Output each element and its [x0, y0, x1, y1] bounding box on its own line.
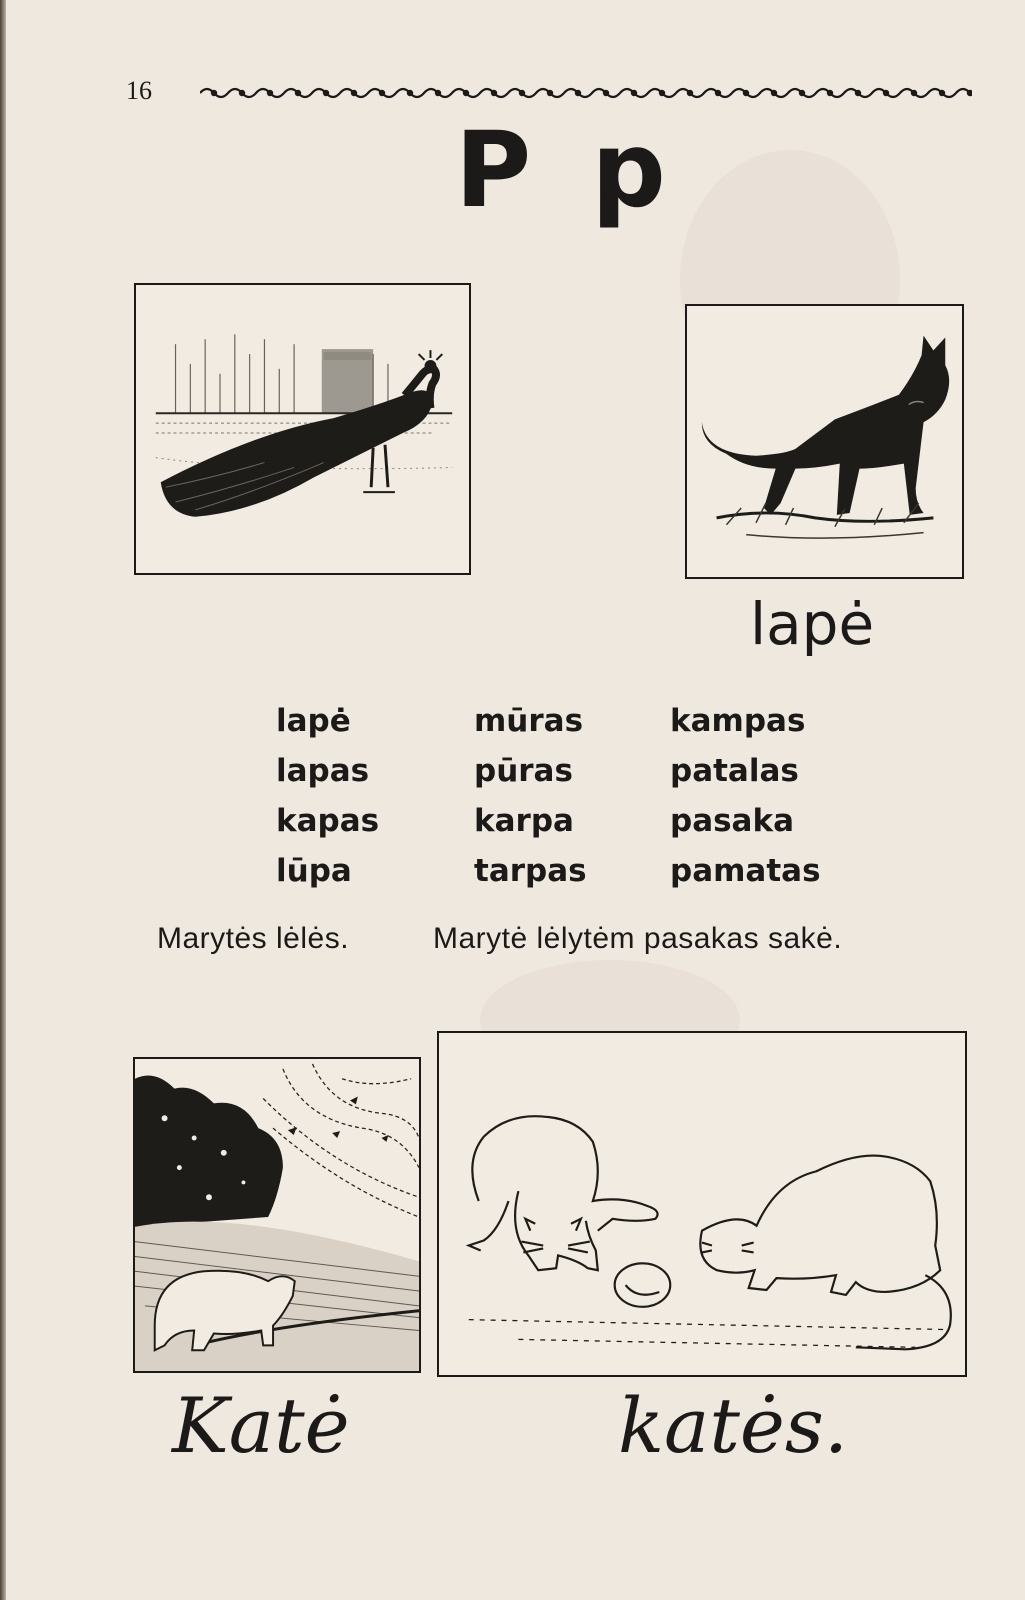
ornament-dot: [715, 90, 721, 96]
ornament-dot: [631, 90, 637, 96]
ornament-dot: [463, 90, 469, 96]
word: pasaka: [670, 803, 795, 839]
ornament-dot: [239, 90, 245, 96]
ornament-dot: [407, 90, 413, 96]
ornament-dot: [603, 90, 609, 96]
fox-illustration: [685, 304, 964, 579]
sentence-1: Marytės lėlės.: [157, 922, 350, 955]
word: pamatas: [670, 853, 821, 889]
sentence-2: Marytė lėlytėm pasakas sakė.: [433, 922, 843, 955]
ornament-dot: [519, 90, 525, 96]
ornament-dot: [435, 90, 441, 96]
word: kapas: [276, 803, 380, 839]
page-title: P p: [455, 109, 678, 231]
word-column-2: [474, 696, 587, 896]
word: karpa: [474, 803, 574, 839]
ornament-dot: [379, 90, 385, 96]
word-column-1: [276, 696, 379, 896]
word: lapė: [276, 703, 351, 739]
ornament-dot: [883, 90, 889, 96]
ornament-dot: [351, 90, 357, 96]
ornament-dot: [855, 90, 861, 96]
fox-caption: lapė: [750, 590, 875, 658]
word: tarpas: [474, 853, 587, 889]
ornament-dot: [267, 90, 273, 96]
ornament-dot: [799, 90, 805, 96]
word: lūpa: [276, 853, 352, 889]
ornament-dot: [211, 90, 217, 96]
ornament-dot: [323, 90, 329, 96]
ornament-border: [200, 84, 972, 102]
ornament-dot: [743, 90, 749, 96]
word: kampas: [670, 703, 806, 739]
ornament-dot: [911, 90, 917, 96]
word: lapas: [276, 753, 370, 789]
ornament-dot: [491, 90, 497, 96]
ornament-dot: [295, 90, 301, 96]
cat-in-field-illustration: [133, 1057, 421, 1373]
peacock-illustration: [134, 283, 471, 575]
word-column-3: [670, 696, 821, 896]
ornament-dot: [687, 90, 693, 96]
ornament-dot: [939, 90, 945, 96]
ornament-dot: [575, 90, 581, 96]
page-binding-edge: [0, 0, 6, 1600]
two-cats-illustration: [437, 1031, 967, 1377]
script-word-1: Katė: [172, 1381, 350, 1470]
ornament-dot: [771, 90, 777, 96]
script-word-2: katės.: [618, 1381, 849, 1470]
ornament-dot: [547, 90, 553, 96]
page-number: 16: [126, 76, 152, 105]
ornament-dot: [659, 90, 665, 96]
word: pūras: [474, 753, 573, 789]
word: mūras: [474, 703, 584, 739]
ornament-dot: [827, 90, 833, 96]
word: patalas: [670, 753, 799, 789]
